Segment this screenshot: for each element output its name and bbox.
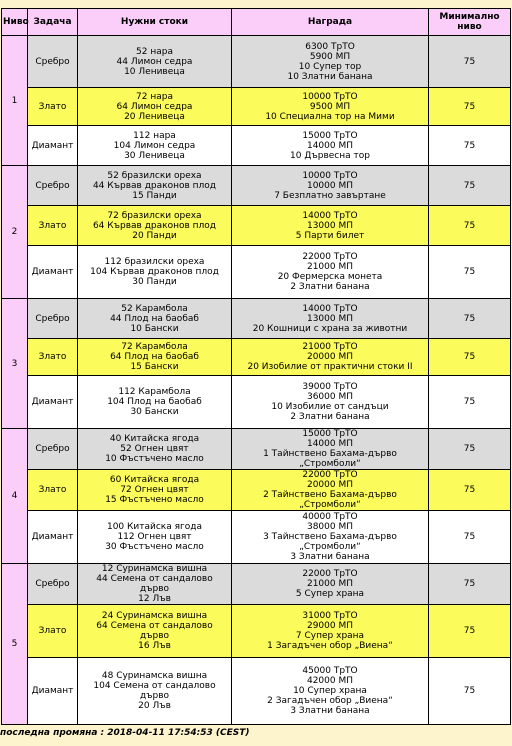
reward-line: 10000 ТрТО: [302, 170, 358, 181]
goods-line: 12 Лъв: [138, 594, 171, 604]
goods-line: 72 Огнен цвят: [120, 485, 189, 495]
goods-cell: [78, 246, 232, 299]
goods-line: 104 Кървав драконов плод: [90, 267, 219, 277]
reward-line: „Стромболи“: [299, 459, 361, 469]
level-cell: 4: [2, 429, 28, 564]
header-row: [2, 9, 511, 36]
goods-line: 112 Карамбола: [118, 387, 191, 397]
table-row: [2, 206, 511, 246]
reward-line: 22000 ТрТО: [302, 569, 358, 579]
reward-line: 20 Кошници с храна за животни: [252, 323, 408, 334]
min-level-cell: 75: [429, 429, 511, 470]
reward-line: 39000 ТрТО: [302, 382, 358, 392]
reward-line: 5 Парти билет: [295, 230, 365, 241]
goods-line: 10 Бански: [130, 323, 179, 334]
min-level-cell: 75: [429, 246, 511, 299]
goods-line: 64 Плод на баобаб: [110, 352, 199, 362]
reward-line: 10 Специална тор на Мими: [265, 111, 395, 122]
reward-line: 21000 МП: [306, 262, 354, 272]
goods-line: 104 Семена от сандалово: [93, 681, 216, 691]
min-level-cell: 75: [429, 126, 511, 166]
goods-cell: [78, 605, 232, 658]
table-row: [2, 511, 511, 564]
goods-line: 30 Ленивеца: [124, 150, 185, 161]
min-level-cell: 75: [429, 339, 511, 376]
reward-line: 13000 МП: [306, 220, 354, 231]
reward-line: 31000 ТрТО: [302, 611, 358, 621]
goods-cell: [78, 339, 232, 376]
reward-line: 20000 МП: [306, 480, 354, 490]
reward-cell: [232, 470, 429, 511]
goods-line: 30 Бански: [130, 407, 179, 417]
reward-line: 20 Изобилие от практични стоки II: [247, 362, 413, 372]
task-cell: Диамант: [28, 246, 78, 299]
goods-line: дърво: [139, 584, 170, 594]
reward-line: 2 Златни банана: [290, 282, 370, 292]
goods-cell: [78, 658, 232, 725]
reward-cell: [232, 206, 429, 246]
task-cell: Сребро: [28, 299, 78, 339]
reward-line: „Стромболи“: [299, 500, 361, 510]
goods-cell: [78, 206, 232, 246]
goods-line: 24 Суринамска вишна: [101, 611, 208, 621]
goods-line: 112 бразилски ореха: [104, 257, 205, 267]
goods-cell: [78, 36, 232, 88]
reward-cell: [232, 511, 429, 564]
goods-cell: [78, 511, 232, 564]
header-min-level: Минимално ниво: [429, 9, 511, 36]
reward-line: 10 Изобилие от сандъци: [271, 402, 389, 412]
task-cell: Злато: [28, 206, 78, 246]
goods-line: 64 Лимон седра: [116, 101, 193, 112]
reward-line: 21000 ТрТО: [302, 342, 358, 352]
task-cell: Диамант: [28, 126, 78, 166]
task-cell: Злато: [28, 339, 78, 376]
reward-line: „Стромболи“: [299, 542, 361, 552]
task-cell: Злато: [28, 605, 78, 658]
header-reward: Награда: [232, 9, 429, 36]
goods-line: 52 бразилски ореха: [107, 170, 202, 181]
task-cell: Сребро: [28, 166, 78, 206]
min-level-cell: 75: [429, 166, 511, 206]
reward-cell: [232, 166, 429, 206]
table-row: [2, 88, 511, 126]
goods-cell: [78, 166, 232, 206]
reward-line: 9500 МП: [309, 101, 351, 112]
reward-cell: [232, 429, 429, 470]
goods-line: 30 Фъстъчено масло: [105, 542, 204, 552]
goods-line: 72 бразилски ореха: [107, 210, 202, 221]
goods-cell: [78, 88, 232, 126]
reward-line: 10 Супер храна: [293, 686, 367, 696]
reward-line: 3 Златни банана: [290, 552, 370, 562]
reward-cell: [232, 658, 429, 725]
reward-cell: [232, 605, 429, 658]
quest-table: [1, 8, 511, 725]
reward-line: 2 Златни банана: [290, 412, 370, 422]
reward-line: 10 Супер тор: [298, 61, 362, 72]
reward-line: 1 Тайнствено Бахама-дърво: [263, 449, 397, 459]
goods-line: 60 Китайска ягода: [109, 475, 200, 485]
goods-line: 72 нара: [136, 91, 173, 102]
min-level-cell: 75: [429, 376, 511, 429]
reward-line: 15000 ТрТО: [302, 130, 358, 141]
goods-line: 15 Бански: [130, 362, 179, 372]
goods-line: 16 Лъв: [138, 641, 171, 651]
goods-line: 112 Огнен цвят: [117, 532, 192, 542]
reward-line: 45000 ТрТО: [302, 666, 358, 676]
goods-line: 44 Лимон седра: [116, 56, 193, 67]
reward-line: 10000 МП: [306, 180, 354, 191]
table-row: [2, 564, 511, 605]
goods-line: 44 Кървав драконов плод: [92, 180, 217, 191]
reward-line: 3 Тайнствено Бахама-дърво: [263, 532, 397, 542]
goods-line: 112 нара: [133, 130, 176, 141]
reward-line: 13000 МП: [306, 313, 354, 324]
reward-line: 1 Загадъчен обор „Виена“: [267, 641, 393, 651]
table-row: [2, 299, 511, 339]
min-level-cell: 75: [429, 206, 511, 246]
reward-line: 14000 ТрТО: [302, 210, 358, 221]
reward-line: 22000 ТрТО: [302, 470, 358, 480]
goods-line: 15 Панди: [132, 190, 177, 201]
goods-cell: [78, 376, 232, 429]
table-row: [2, 605, 511, 658]
header-task: Задача: [28, 9, 78, 36]
goods-line: 104 Плод на баобаб: [107, 397, 202, 407]
reward-cell: [232, 299, 429, 339]
goods-line: 52 Карамбола: [121, 303, 188, 314]
reward-cell: [232, 246, 429, 299]
goods-line: 104 Лимон седра: [113, 140, 196, 151]
table-row: [2, 246, 511, 299]
reward-line: 7 Безплатно завъртане: [274, 190, 386, 201]
goods-line: 100 Китайска ягода: [106, 522, 203, 532]
reward-cell: [232, 36, 429, 88]
goods-cell: [78, 470, 232, 511]
task-cell: Диамант: [28, 376, 78, 429]
goods-line: дърво: [139, 631, 170, 641]
reward-cell: [232, 376, 429, 429]
goods-cell: [78, 564, 232, 605]
reward-line: 6300 ТрТО: [305, 41, 355, 52]
goods-line: 20 Панди: [132, 230, 177, 241]
table-row: [2, 376, 511, 429]
min-level-cell: 75: [429, 564, 511, 605]
goods-line: 48 Суринамска вишна: [101, 671, 208, 681]
task-cell: Злато: [28, 470, 78, 511]
table-row: [2, 429, 511, 470]
level-cell: 5: [2, 564, 28, 725]
reward-line: 14000 МП: [306, 439, 354, 449]
goods-line: 30 Панди: [132, 277, 177, 287]
reward-line: 40000 ТрТО: [302, 512, 358, 522]
reward-line: 10 Златни банана: [287, 71, 373, 82]
level-cell: 2: [2, 166, 28, 299]
reward-cell: [232, 564, 429, 605]
quest-table-body: [2, 36, 511, 725]
last-modified: последна промяна : 2018-04-11 17:54:53 (CEST): [0, 728, 250, 738]
reward-line: 7 Супер храна: [295, 631, 365, 641]
reward-line: 38000 МП: [306, 522, 354, 532]
goods-line: 20 Ленивеца: [124, 111, 185, 122]
reward-line: 10000 ТрТО: [302, 91, 358, 102]
goods-line: 10 Фъстъчено масло: [105, 454, 204, 464]
reward-line: 36000 МП: [306, 392, 354, 402]
table-row: [2, 126, 511, 166]
task-cell: Злато: [28, 88, 78, 126]
table-row: [2, 166, 511, 206]
task-cell: Диамант: [28, 658, 78, 725]
min-level-cell: 75: [429, 470, 511, 511]
reward-line: 5 Супер храна: [295, 589, 365, 599]
table-row: [2, 36, 511, 88]
reward-cell: [232, 126, 429, 166]
reward-line: 22000 ТрТО: [302, 252, 358, 262]
goods-line: 12 Суринамска вишна: [101, 564, 208, 574]
goods-line: 10 Ленивеца: [124, 66, 185, 77]
reward-cell: [232, 339, 429, 376]
goods-line: 72 Карамбола: [121, 342, 188, 352]
goods-line: 40 Китайска ягода: [109, 434, 200, 444]
task-cell: Сребро: [28, 564, 78, 605]
goods-line: 52 Огнен цвят: [120, 444, 189, 454]
task-cell: Диамант: [28, 511, 78, 564]
reward-line: 20000 МП: [306, 352, 354, 362]
goods-line: 44 Плод на баобаб: [110, 313, 199, 324]
reward-line: 5900 МП: [309, 51, 351, 62]
task-cell: Сребро: [28, 429, 78, 470]
table-row: [2, 470, 511, 511]
table-row: [2, 658, 511, 725]
reward-line: 42000 МП: [306, 676, 354, 686]
level-cell: 3: [2, 299, 28, 429]
min-level-cell: 75: [429, 511, 511, 564]
goods-line: 52 нара: [136, 46, 173, 57]
min-level-cell: 75: [429, 299, 511, 339]
reward-line: 21000 МП: [306, 579, 354, 589]
reward-line: 2 Загадъчен обор „Виена“: [267, 696, 393, 706]
goods-line: 20 Лъв: [138, 701, 171, 711]
reward-line: 14000 МП: [306, 140, 354, 151]
goods-line: 44 Семена от сандалово: [96, 574, 213, 584]
min-level-cell: 75: [429, 36, 511, 88]
goods-line: 64 Семена от сандалово: [96, 621, 213, 631]
table-row: [2, 339, 511, 376]
reward-line: 2 Тайнствено Бахама-дърво: [263, 490, 397, 500]
level-cell: 1: [2, 36, 28, 166]
task-cell: Сребро: [28, 36, 78, 88]
header-goods: Нужни стоки: [78, 9, 232, 36]
reward-line: 15000 ТрТО: [302, 429, 358, 439]
min-level-cell: 75: [429, 88, 511, 126]
reward-cell: [232, 88, 429, 126]
reward-line: 14000 ТрТО: [302, 303, 358, 314]
goods-line: дърво: [139, 691, 170, 701]
reward-line: 3 Златни банана: [290, 706, 370, 716]
goods-cell: [78, 126, 232, 166]
goods-cell: [78, 429, 232, 470]
reward-line: 20 Фермерска монета: [277, 272, 383, 282]
goods-line: 64 Кървав драконов плод: [92, 220, 217, 231]
header-level: Ниво: [2, 9, 28, 36]
goods-line: 15 Фъстъчено масло: [105, 495, 204, 505]
min-level-cell: 75: [429, 605, 511, 658]
reward-line: 10 Дървесна тор: [290, 150, 370, 161]
min-level-cell: 75: [429, 658, 511, 725]
goods-cell: [78, 299, 232, 339]
reward-line: 29000 МП: [306, 621, 354, 631]
